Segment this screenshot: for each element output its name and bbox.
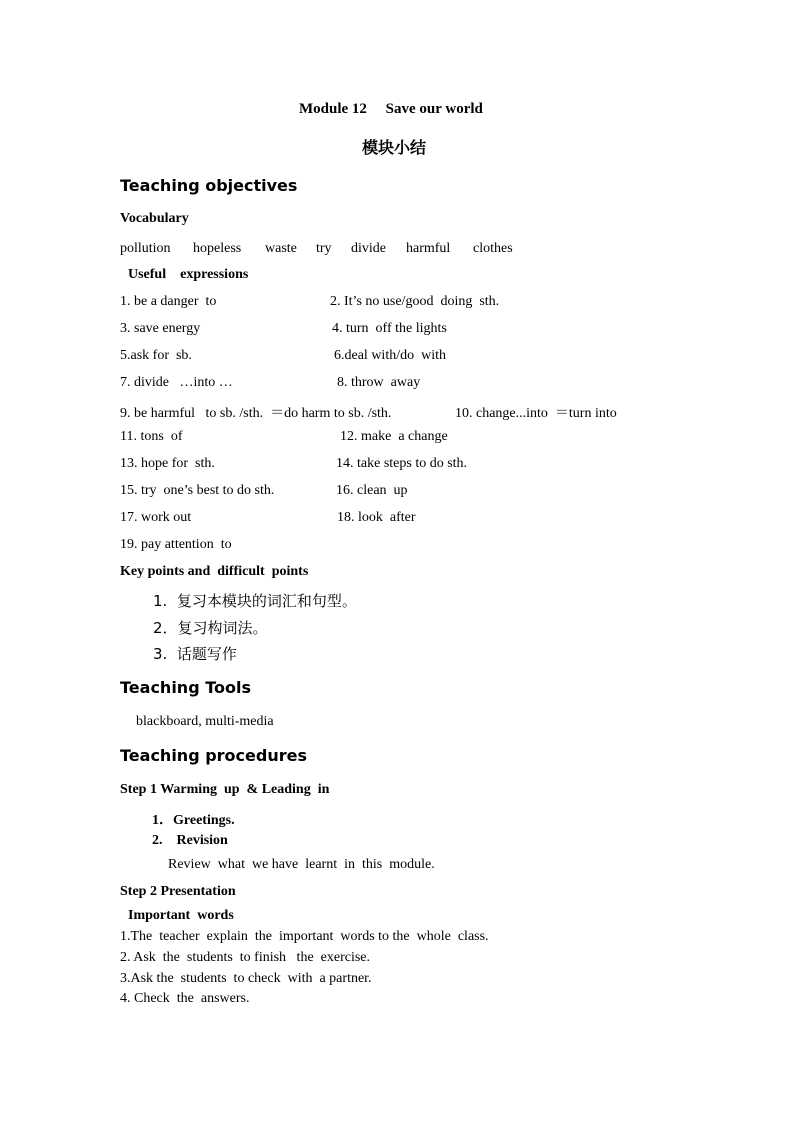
expression-item: 16. clean up	[336, 483, 408, 498]
heading-teaching-objectives: Teaching objectives	[120, 176, 298, 195]
expression-item: 4. turn off the lights	[332, 321, 447, 336]
vocab-word: harmful	[406, 241, 451, 256]
expression-item: 10. change...into ＝turn into	[455, 406, 617, 421]
expression-item: 6.deal with/do with	[334, 348, 446, 363]
vocab-word: clothes	[473, 241, 513, 256]
step1-item: 2. Revision	[152, 833, 228, 848]
expression-item: 17. work out	[120, 510, 192, 525]
page-title: Module 12 Save our world	[299, 101, 483, 117]
expression-item: 5.ask for sb.	[120, 348, 192, 363]
heading-teaching-tools: Teaching Tools	[120, 678, 251, 697]
vocab-word: pollution	[120, 241, 171, 256]
step1-item: 1．Greetings.	[152, 813, 235, 828]
expression-item: 9. be harmful to sb. /sth. ＝do harm to sb. /sth.	[120, 406, 392, 421]
vocab-word: try	[316, 241, 332, 256]
heading-teaching-procedures: Teaching procedures	[120, 746, 307, 765]
step2-item: 2. Ask the students to finish the exercise.	[120, 950, 371, 965]
heading-vocabulary: Vocabulary	[120, 211, 189, 226]
page-subtitle: 模块小结	[362, 138, 427, 157]
heading-step-2: Step 2 Presentation	[120, 884, 236, 899]
expression-item: 1. be a danger to	[120, 294, 217, 309]
expression-item: 12. make a change	[340, 429, 448, 444]
expression-item: 13. hope for sth.	[120, 456, 215, 471]
expression-item: 7. divide …into …	[120, 375, 233, 390]
key-point-item: 1. 复习本模块的词汇和句型。	[153, 592, 357, 610]
expression-item: 11. tons of	[120, 429, 183, 444]
step2-item: 4. Check the answers.	[120, 991, 250, 1006]
expression-item: 2. It’s no use/good doing sth.	[330, 294, 500, 309]
expression-item: 8. throw away	[337, 375, 421, 390]
expression-item: 18. look after	[337, 510, 416, 525]
step2-item: 1.The teacher explain the important words to the whole class.	[120, 929, 489, 944]
expression-item: 3. save energy	[120, 321, 201, 336]
expression-item: 19. pay attention to	[120, 537, 232, 552]
heading-important-words: Important words	[128, 908, 234, 923]
heading-useful-expressions: Useful expressions	[128, 267, 249, 282]
key-point-item: 2．复习构词法。	[153, 619, 268, 637]
expression-item: 15. try one’s best to do sth.	[120, 483, 275, 498]
vocab-word: waste	[265, 241, 297, 256]
key-point-item: 3. 话题写作	[153, 645, 237, 663]
vocab-word: divide	[351, 241, 386, 256]
step2-item: 3.Ask the students to check with a partner.	[120, 971, 372, 986]
heading-key-points: Key points and difficult points	[120, 564, 309, 579]
expression-item: 14. take steps to do sth.	[336, 456, 468, 471]
heading-step-1: Step 1 Warming up & Leading in	[120, 782, 330, 797]
vocab-word: hopeless	[193, 241, 242, 256]
step1-review-text: Review what we have learnt in this module.	[168, 857, 435, 872]
teaching-tools-text: blackboard, multi-media	[136, 714, 274, 729]
